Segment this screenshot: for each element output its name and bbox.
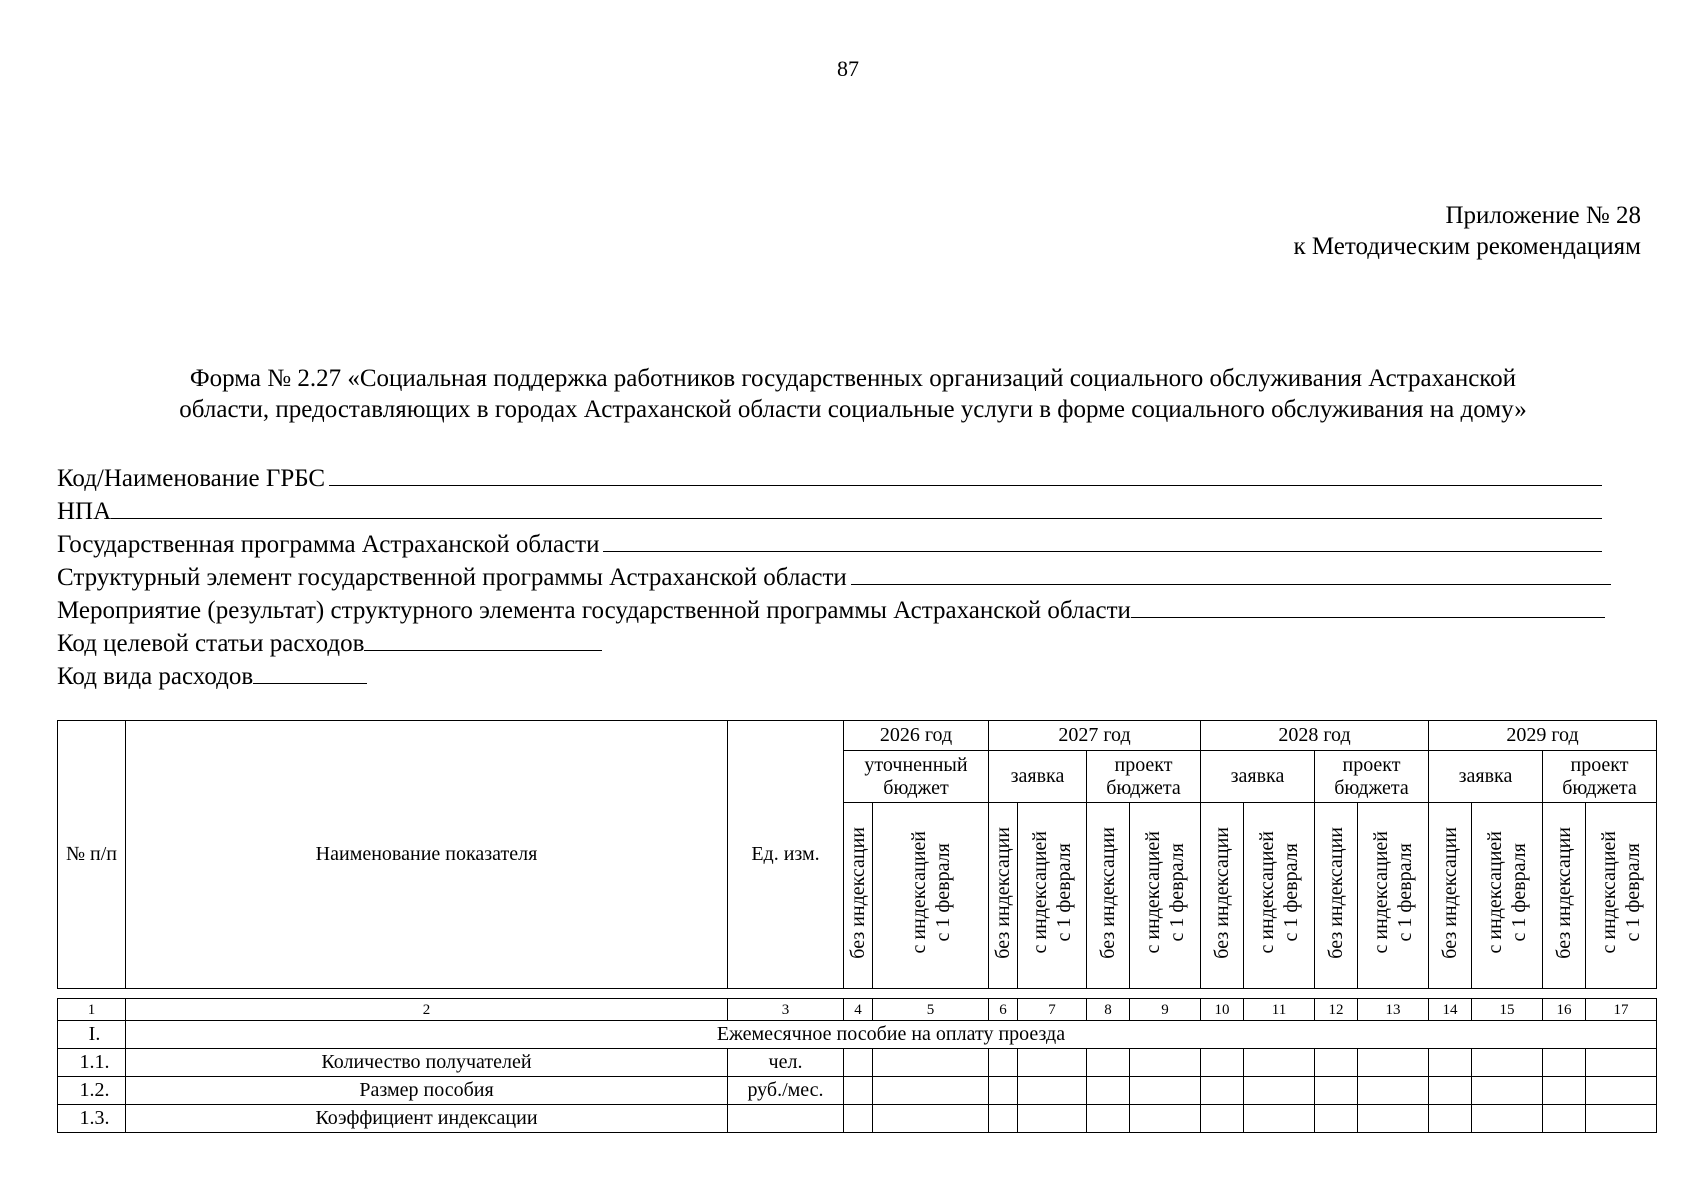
header-without-indexation: без индексации	[989, 803, 1018, 989]
column-number: 1	[58, 999, 126, 1021]
column-number: 5	[873, 999, 989, 1021]
value-cell[interactable]	[1358, 1105, 1429, 1133]
table-row	[58, 1049, 1657, 1077]
column-number: 16	[1543, 999, 1586, 1021]
row-unit: руб./мес.	[728, 1077, 844, 1105]
value-cell[interactable]	[873, 1105, 989, 1133]
field-blank-line[interactable]	[603, 527, 1602, 552]
field-label: Код вида расходов	[57, 663, 254, 690]
indicator-table	[57, 720, 1657, 1133]
header-draft-budget-2028: проект бюджета	[1315, 751, 1429, 803]
header-without-indexation: без индексации	[1201, 803, 1244, 989]
column-number: 3	[728, 999, 844, 1021]
table-spacer	[58, 989, 1657, 999]
column-numbers-row	[58, 999, 1657, 1021]
row-num: 1.1.	[58, 1049, 126, 1077]
row-name: Количество получателей	[126, 1049, 728, 1077]
value-cell[interactable]	[1543, 1049, 1586, 1077]
value-cell[interactable]	[1201, 1077, 1244, 1105]
value-cell[interactable]	[1472, 1105, 1543, 1133]
header-request-2027: заявка	[989, 751, 1087, 803]
field-target-article-code	[57, 625, 1647, 658]
column-number: 9	[1130, 999, 1201, 1021]
value-cell[interactable]	[873, 1077, 989, 1105]
page-number: 87	[837, 56, 859, 81]
field-state-program	[57, 526, 1647, 559]
table-row	[58, 1105, 1657, 1133]
value-cell[interactable]	[1429, 1049, 1472, 1077]
value-cell[interactable]	[1472, 1049, 1543, 1077]
field-label: Код/Наименование ГРБС	[57, 465, 326, 492]
value-cell[interactable]	[844, 1049, 873, 1077]
value-cell[interactable]	[1358, 1077, 1429, 1105]
row-unit: чел.	[728, 1049, 844, 1077]
header-without-indexation: без индексации	[1087, 803, 1130, 989]
header-with-indexation: с индексацией с 1 февраля	[1358, 803, 1429, 989]
header-year-2027: 2027 год	[989, 721, 1201, 751]
header-without-indexation: без индексации	[844, 803, 873, 989]
value-cell[interactable]	[1087, 1077, 1130, 1105]
value-cell[interactable]	[1244, 1077, 1315, 1105]
field-label: Структурный элемент государственной программы Астраханской области	[57, 564, 847, 591]
header-request-2029: заявка	[1429, 751, 1543, 803]
value-cell[interactable]	[1201, 1105, 1244, 1133]
header-name: Наименование показателя	[126, 721, 728, 989]
value-cell[interactable]	[1586, 1077, 1657, 1105]
header-with-indexation: с индексацией с 1 февраля	[1018, 803, 1087, 989]
field-label: НПА	[57, 498, 112, 525]
value-cell[interactable]	[1543, 1077, 1586, 1105]
field-event	[57, 592, 1647, 625]
field-label: Государственная программа Астраханской области	[57, 531, 600, 558]
value-cell[interactable]	[1087, 1105, 1130, 1133]
value-cell[interactable]	[1586, 1049, 1657, 1077]
form-title	[78, 363, 1628, 425]
spacer-cell	[58, 989, 1657, 999]
value-cell[interactable]	[1130, 1049, 1201, 1077]
value-cell[interactable]	[1201, 1049, 1244, 1077]
value-cell[interactable]	[1018, 1077, 1087, 1105]
header-without-indexation: без индексации	[1429, 803, 1472, 989]
header-num: № п/п	[58, 721, 126, 989]
header-year-2029: 2029 год	[1429, 721, 1657, 751]
header-with-indexation: с индексацией с 1 февраля	[1586, 803, 1657, 989]
row-num: 1.2.	[58, 1077, 126, 1105]
value-cell[interactable]	[1543, 1105, 1586, 1133]
row-unit	[728, 1105, 844, 1133]
value-cell[interactable]	[1586, 1105, 1657, 1133]
header-draft-budget-2029: проект бюджета	[1543, 751, 1657, 803]
value-cell[interactable]	[1018, 1049, 1087, 1077]
column-number: 14	[1429, 999, 1472, 1021]
form-title-line-2: области, предоставляющих в городах Астраханской области социальные услуги в форме социального обслуживания на дому»	[179, 396, 1527, 423]
header-refined-budget-2026: уточненный бюджет	[844, 751, 989, 803]
value-cell[interactable]	[1429, 1077, 1472, 1105]
header-request-2028: заявка	[1201, 751, 1315, 803]
header-row-years	[58, 721, 1657, 751]
row-name: Размер пособия	[126, 1077, 728, 1105]
value-cell[interactable]	[844, 1077, 873, 1105]
column-number: 10	[1201, 999, 1244, 1021]
field-grbs	[57, 460, 1647, 493]
value-cell[interactable]	[1244, 1049, 1315, 1077]
value-cell[interactable]	[1315, 1077, 1358, 1105]
field-blank-line[interactable]	[329, 461, 1602, 486]
column-number: 15	[1472, 999, 1543, 1021]
value-cell[interactable]	[1130, 1105, 1201, 1133]
header-with-indexation: с индексацией с 1 февраля	[1130, 803, 1201, 989]
field-structural-element	[57, 559, 1647, 592]
column-number: 6	[989, 999, 1018, 1021]
row-num: 1.3.	[58, 1105, 126, 1133]
header-year-2026: 2026 год	[844, 721, 989, 751]
value-cell[interactable]	[989, 1077, 1018, 1105]
header-with-indexation: с индексацией с 1 февраля	[1244, 803, 1315, 989]
value-cell[interactable]	[844, 1105, 873, 1133]
form-fields	[57, 460, 1647, 691]
section-name: Ежемесячное пособие на оплату проезда	[126, 1021, 1657, 1049]
appendix-header	[1293, 200, 1641, 262]
column-number: 12	[1315, 999, 1358, 1021]
value-cell[interactable]	[1315, 1105, 1358, 1133]
column-number: 7	[1018, 999, 1087, 1021]
section-row	[58, 1021, 1657, 1049]
value-cell[interactable]	[989, 1049, 1018, 1077]
section-num: I.	[58, 1021, 126, 1049]
column-number: 11	[1244, 999, 1315, 1021]
column-number: 4	[844, 999, 873, 1021]
value-cell[interactable]	[1244, 1105, 1315, 1133]
field-blank-line[interactable]	[851, 560, 1611, 585]
table-row	[58, 1077, 1657, 1105]
value-cell[interactable]	[1472, 1077, 1543, 1105]
value-cell[interactable]	[873, 1049, 989, 1077]
value-cell[interactable]	[1018, 1105, 1087, 1133]
value-cell[interactable]	[1358, 1049, 1429, 1077]
field-blank-line[interactable]	[364, 626, 602, 651]
appendix-line-1: Приложение № 28	[1445, 202, 1641, 229]
value-cell[interactable]	[1315, 1049, 1358, 1077]
field-blank-line[interactable]	[111, 494, 1602, 519]
column-number: 2	[126, 999, 728, 1021]
header-with-indexation: с индексацией с 1 февраля	[873, 803, 989, 989]
value-cell[interactable]	[1087, 1049, 1130, 1077]
value-cell[interactable]	[1130, 1077, 1201, 1105]
header-without-indexation: без индексации	[1543, 803, 1586, 989]
value-cell[interactable]	[989, 1105, 1018, 1133]
field-npa	[57, 493, 1647, 526]
field-label: Код целевой статьи расходов	[57, 630, 365, 657]
header-with-indexation: с индексацией с 1 февраля	[1472, 803, 1543, 989]
field-blank-line[interactable]	[253, 659, 367, 684]
field-label: Мероприятие (результат) структурного элемента государственной программы Астраханской области	[57, 597, 1131, 624]
value-cell[interactable]	[1429, 1105, 1472, 1133]
header-unit: Ед. изм.	[728, 721, 844, 989]
header-without-indexation: без индексации	[1315, 803, 1358, 989]
column-number: 13	[1358, 999, 1429, 1021]
field-expense-type-code	[57, 658, 1647, 691]
form-title-line-1: Форма № 2.27 «Социальная поддержка работников государственных организаций социального обслуживания Астраханской	[189, 365, 1517, 392]
header-year-2028: 2028 год	[1201, 721, 1429, 751]
row-name: Коэффициент индексации	[126, 1105, 728, 1133]
header-draft-budget-2027: проект бюджета	[1087, 751, 1201, 803]
field-blank-line[interactable]	[1131, 593, 1605, 618]
column-number: 8	[1087, 999, 1130, 1021]
appendix-line-2: к Методическим рекомендациям	[1293, 233, 1641, 260]
column-number: 17	[1586, 999, 1657, 1021]
